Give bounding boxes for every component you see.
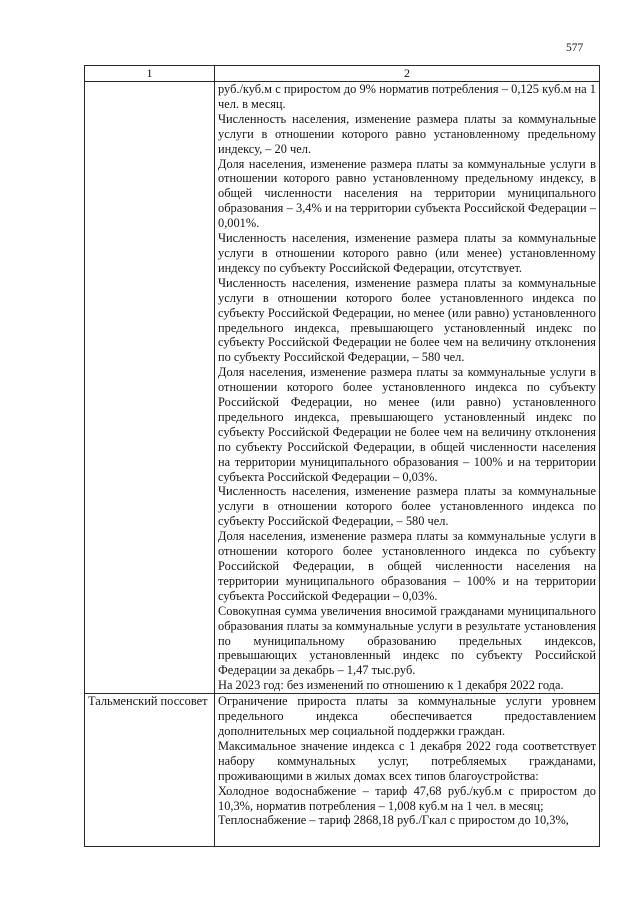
table-header-row (85, 66, 600, 82)
column-header-1: 1 (85, 66, 215, 82)
paragraph: На 2023 год: без изменений по отношению к 1 декабря 2022 года. (218, 678, 564, 693)
paragraph: Численность населения, изменение размера платы за коммунальные услуги в отношении которого более установленного индекса по субъекту Российской Федерации, – 580 чел. (218, 484, 596, 529)
description-cell (215, 694, 600, 847)
paragraph: Доля населения, изменение размера платы за коммунальные услуги в отношении которого равно установленному предельному индексу, в общей численности населения на территории муниципального образования – 3,4% и на территории субъекта Российской Федерации – 0,001%. (218, 156, 596, 231)
document-table (84, 65, 600, 847)
municipality-name-cell (85, 82, 215, 694)
page-number: 577 (566, 42, 584, 54)
column-header-2: 2 (215, 66, 600, 82)
table-row (85, 82, 600, 694)
paragraph: Максимальное значение индекса с 1 декабря 2022 года соответствует набору коммунальных услуг, потребляемых гражданами, проживающими в жилых домах всех типов благоустройства: (218, 738, 596, 783)
description-cell (215, 82, 600, 694)
paragraph: руб./куб.м с приростом до 9% норматив потребления – 0,125 куб.м на 1 чел. в месяц. (218, 82, 596, 111)
paragraph: Совокупная сумма увеличения вносимой гражданами муниципального образования платы за коммунальные услуги в результате установления по муниципальному образованию предельных индексов, превышающих установленный индекс по субъекту Российской Федерации за декабрь – 1,47 тыс.руб. (218, 603, 596, 678)
paragraph: Численность населения, изменение размера платы за коммунальные услуги в отношении которого равно (или менее) установленному индексу по субъекту Российской Федерации, отсутствует. (218, 231, 596, 275)
paragraph: Доля населения, изменение размера платы за коммунальные услуги в отношении которого более установленного индекса по субъекту Российской Федерации, но менее (или равно) установленного предельного индекса, превышающего установленный индекс по субъекту Российской Федерации не более чем на величину отклонения по субъекту Российской Федерации, в общей численности населения на территории муниципального образования – 100% и на территории субъекта Российской Федерации – 0,03%. (218, 365, 596, 484)
paragraph: Ограничение прироста платы за коммунальные услуги уровнем предельного индекса обеспечивается предоставлением дополнительных мер социальной поддержки граждан. (218, 694, 596, 738)
paragraph: Холодное водоснабжение – тариф 47,68 руб./куб.м с приростом до 10,3%, норматив потребления – 1,008 куб.м на 1 чел. в месяц; (218, 783, 596, 813)
paragraph: Теплоснабжение – тариф 2868,18 руб./Гкал с приростом до 10,3%, (218, 813, 569, 828)
paragraph: Численность населения, изменение размера платы за коммунальные услуги в отношении которого более установленного индекса по субъекту Российской Федерации, но менее (или равно) установленного предельного индекса, превышающего установленный индекс по субъекту Российской Федерации не более чем на величину отклонения по субъекту Российской Федерации, – 580 чел. (218, 275, 596, 365)
table-row (85, 694, 600, 847)
paragraph: Численность населения, изменение размера платы за коммунальные услуги в отношении которого равно установленному предельному индексу, – 20 чел. (218, 111, 596, 156)
paragraph: Доля населения, изменение размера платы за коммунальные услуги в отношении которого более установленного индекса по субъекту Российской Федерации, в общей численности населения на территории муниципального образования – 100% и на территории субъекта Российской Федерации – 0,03%. (218, 529, 596, 603)
municipality-name-cell: Тальменский поссовет (85, 694, 215, 847)
